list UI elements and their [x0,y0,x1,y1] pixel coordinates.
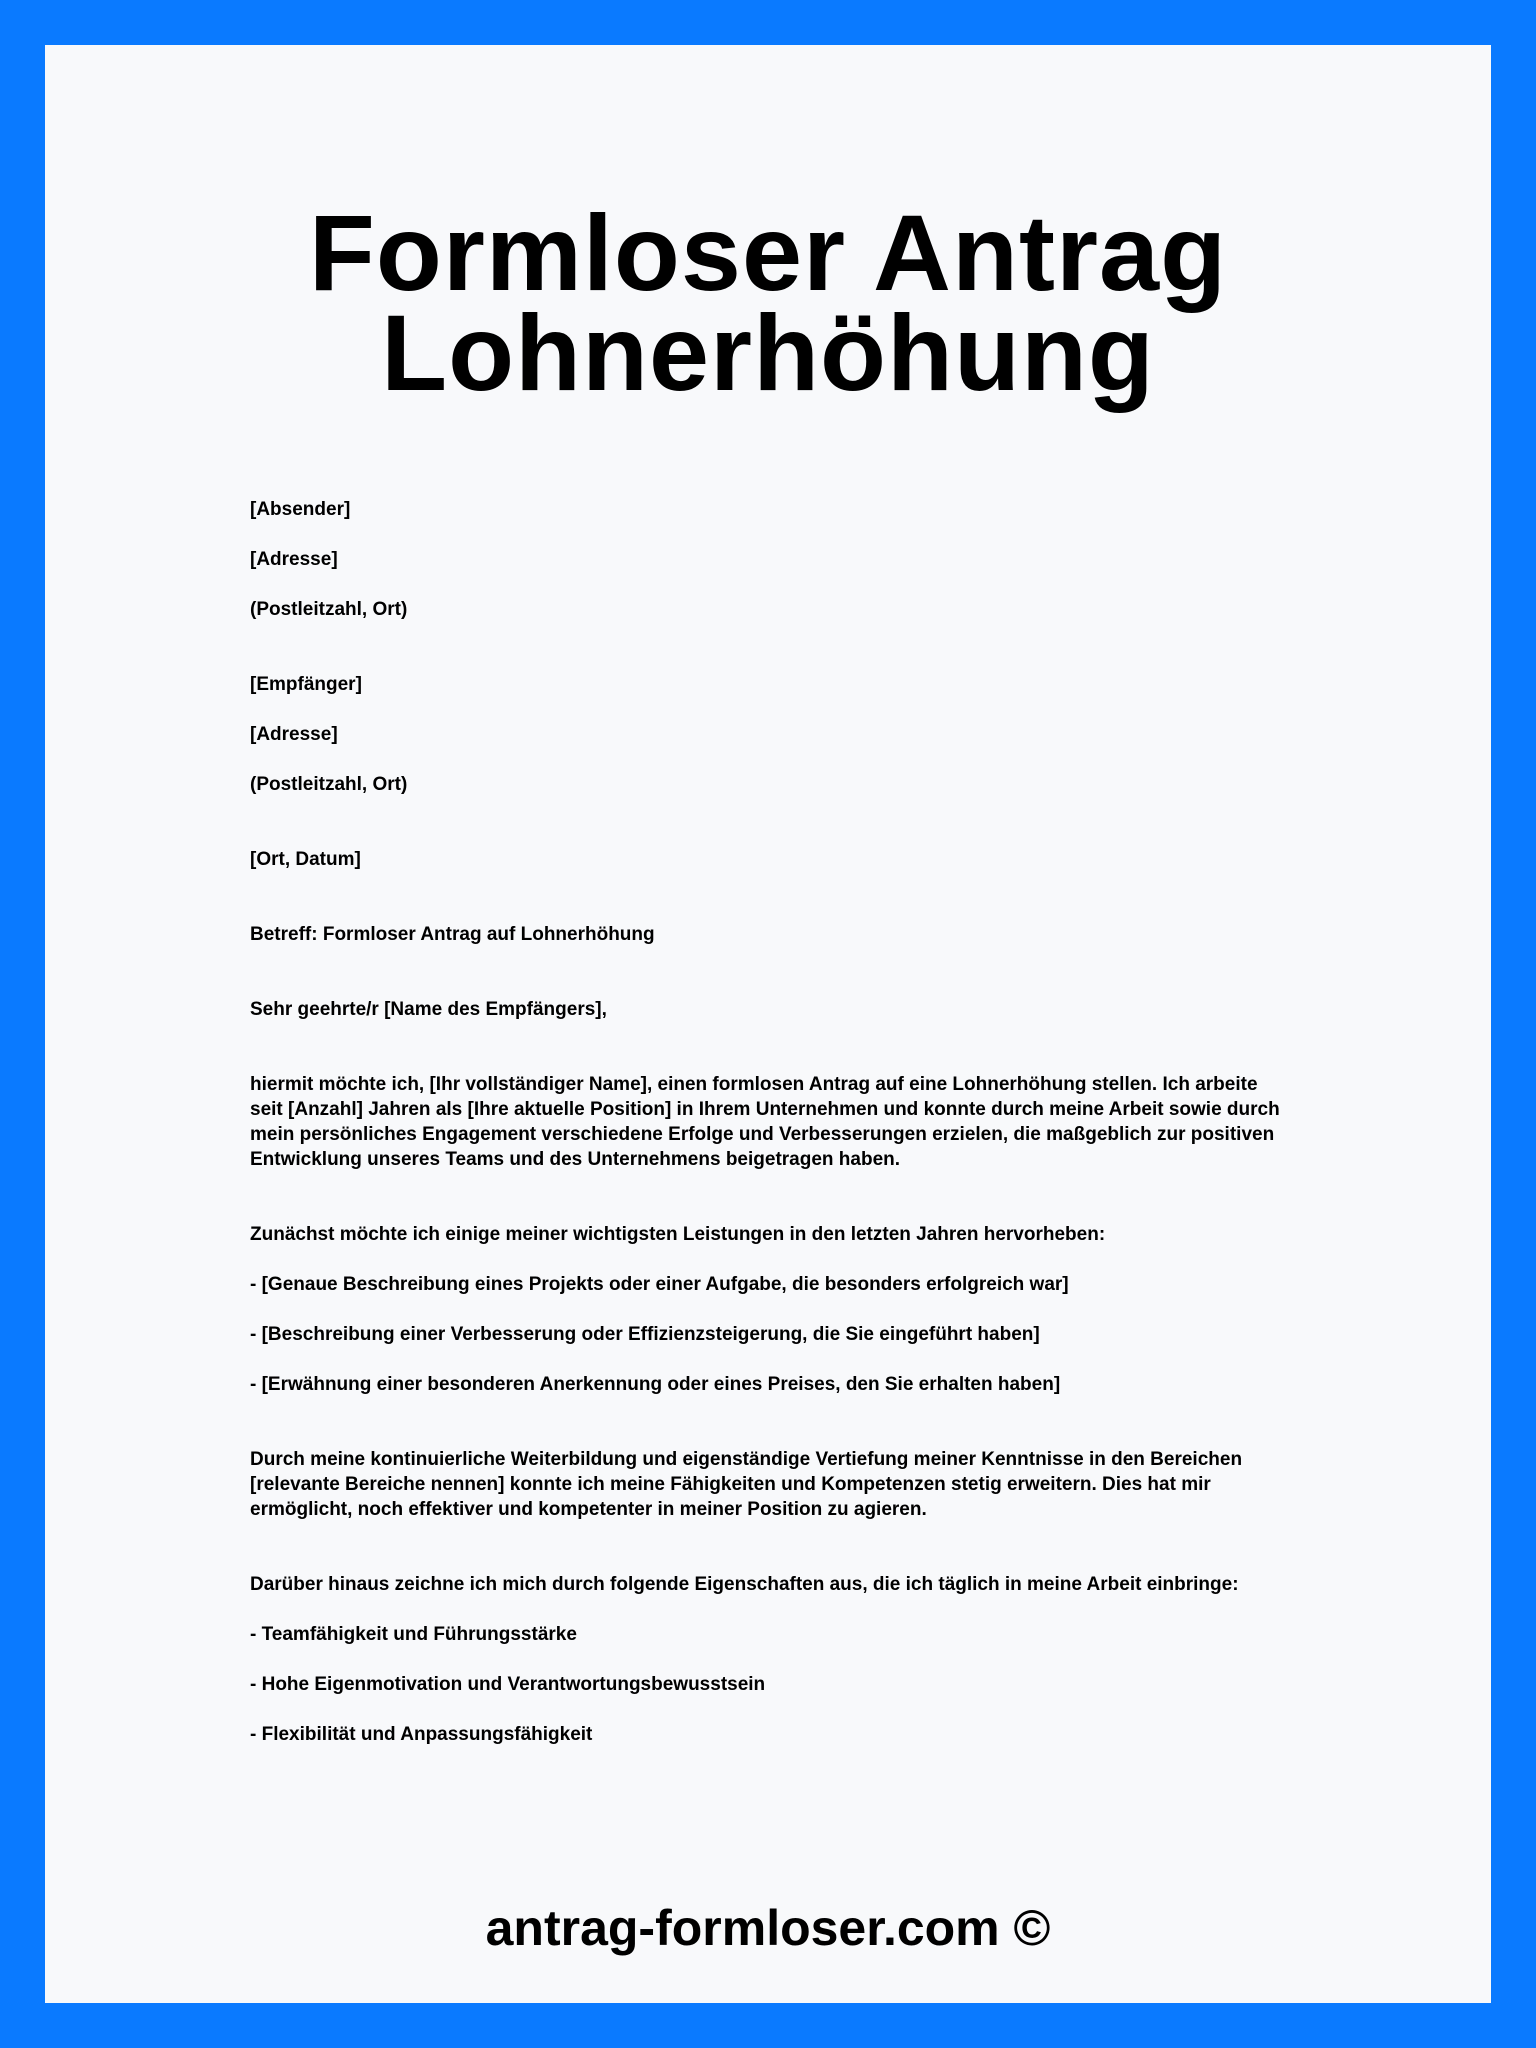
achievement-item-1: - [Genaue Beschreibung eines Projekts oder einer Aufgabe, die besonders erfolgreich war] [250,1274,1069,1295]
footer-copyright: antrag-formloser.com © [485,1900,1051,1956]
sender-postal-city: (Postleitzahl, Ort) [250,599,408,620]
quality-item-1: - Teamfähigkeit und Führungsstärke [250,1624,577,1645]
quality-item-2: - Hohe Eigenmotivation und Verantwortungsbewusstsein [250,1674,766,1695]
sender-name: [Absender] [250,499,351,520]
achievement-item-2: - [Beschreibung einer Verbesserung oder Effizienzsteigerung, die Sie eingeführt haben] [250,1324,1040,1345]
achievement-item-3: - [Erwähnung einer besonderen Anerkennung oder eines Preises, den Sie erhalten haben] [250,1374,1061,1395]
training-paragraph: Durch meine kontinuierliche Weiterbildung und eigenständige Vertiefung meiner Kenntnisse in den Bereichen [relevante Bereiche nennen] konnte ich meine Fähigkeiten und Kompetenzen stetig erweitern. Dies hat mir ermöglicht, noch effektiver und kompetenter in meiner Position zu agieren. [250,1449,1243,1520]
achievements-intro: Zunächst möchte ich einige meiner wichtigsten Leistungen in den letzten Jahren hervorheben: [250,1224,1106,1245]
document-page [45,45,1491,2003]
intro-paragraph: hiermit möchte ich, [Ihr vollständiger Name], einen formlosen Antrag auf eine Lohnerhöhung stellen. Ich arbeite seit [Anzahl] Jahren als [Ihre aktuelle Position] in Ihrem Unternehmen und konnte durch meine Arbeit sowie durch mein persönliches Engagement verschiedene Erfolge und Verbesserungen erzielen, die maßgeblich zur positiven Entwicklung unseres Teams und des Unternehmens beigetragen haben. [250,1074,1280,1170]
recipient-address: [Adresse] [250,724,338,745]
sender-address: [Adresse] [250,549,338,570]
qualities-intro: Darüber hinaus zeichne ich mich durch folgende Eigenschaften aus, die ich täglich in meine Arbeit einbringe: [250,1574,1239,1595]
salutation: Sehr geehrte/r [Name des Empfängers], [250,999,607,1020]
recipient-name: [Empfänger] [250,674,362,695]
title-line-2: Lohnerhöhung [381,292,1155,413]
title-line-1: Formloser Antrag [308,192,1228,313]
place-date: [Ort, Datum] [250,849,361,870]
recipient-postal-city: (Postleitzahl, Ort) [250,774,408,795]
quality-item-3: - Flexibilität und Anpassungsfähigkeit [250,1724,593,1745]
letter-body [250,497,1290,1747]
document-title [45,192,1491,413]
subject-line: Betreff: Formloser Antrag auf Lohnerhöhung [250,924,655,945]
